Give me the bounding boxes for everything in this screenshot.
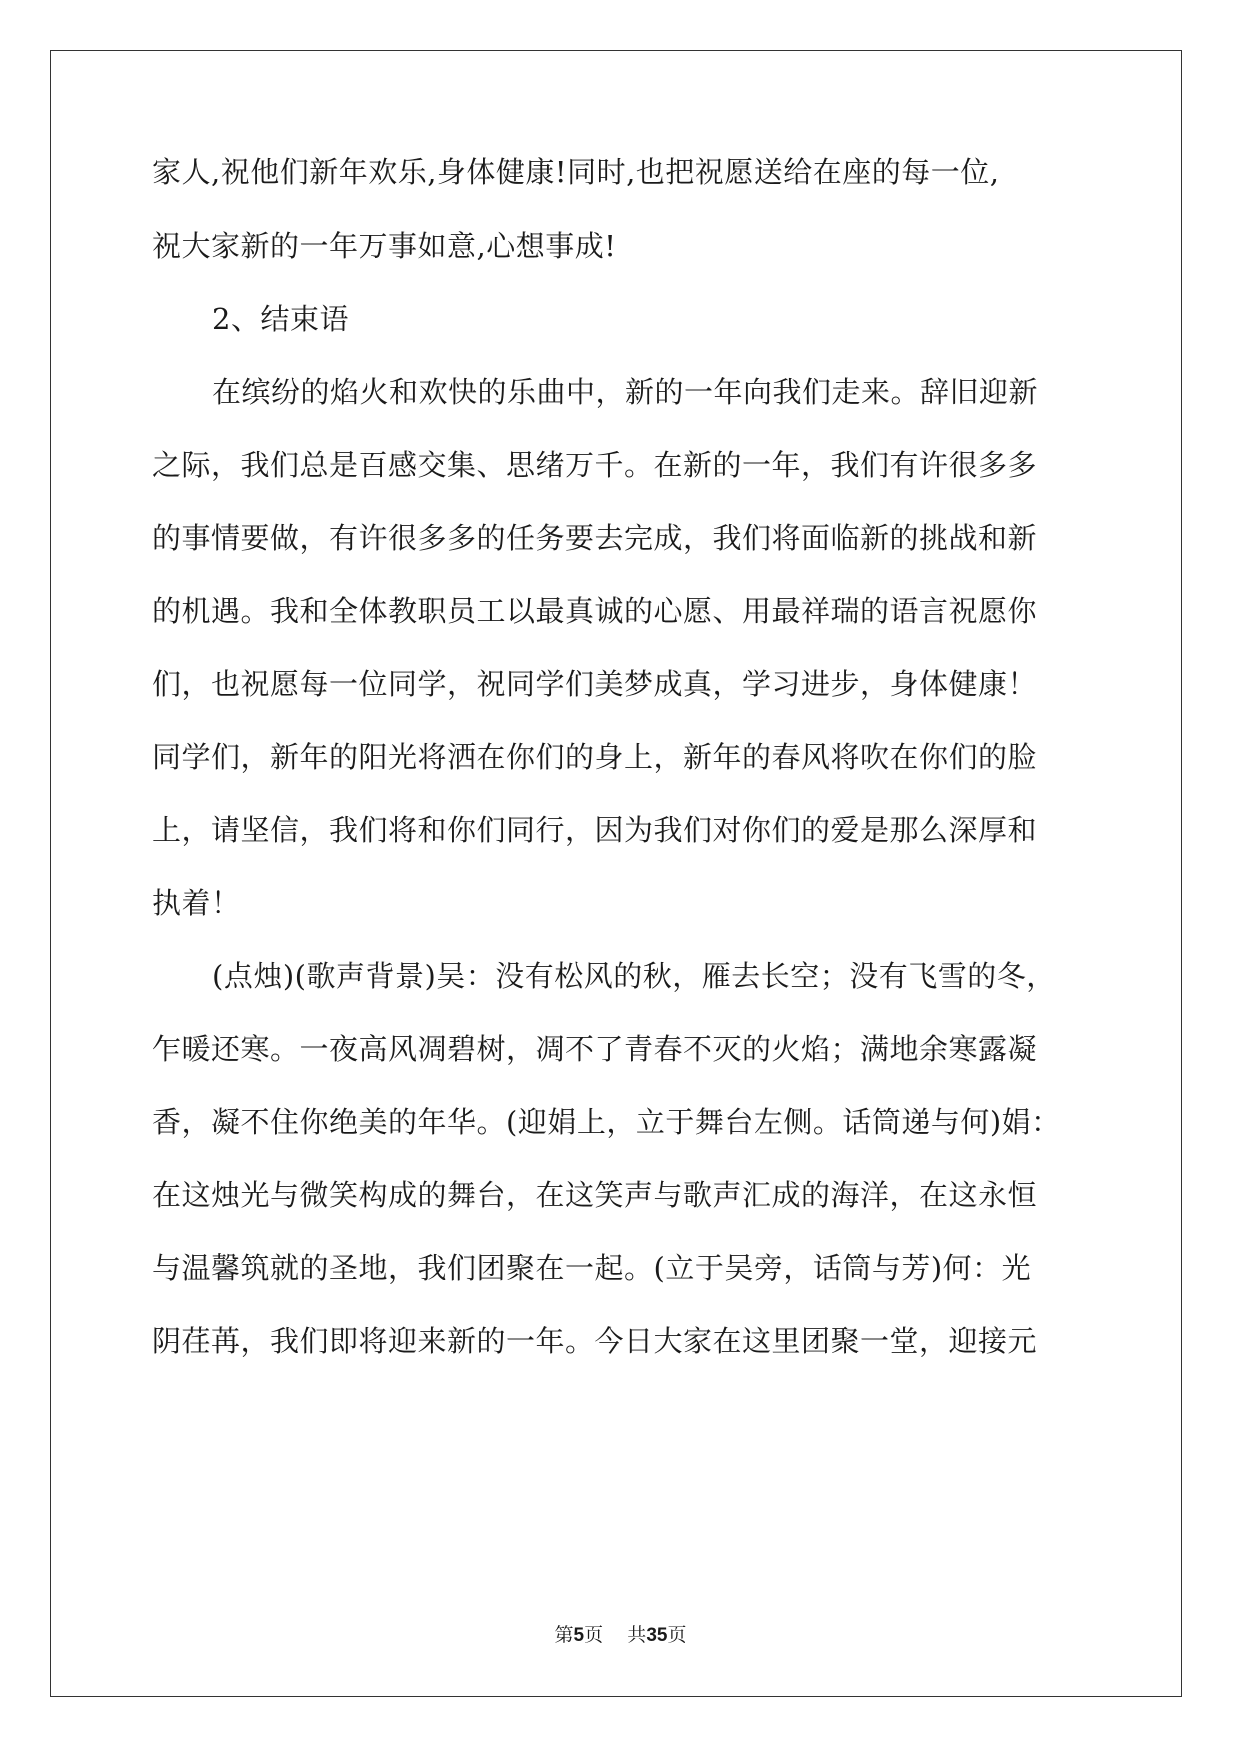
text-line: 执着！ <box>152 886 241 920</box>
footer-total-pages: 35 <box>646 1625 668 1646</box>
text-line: 的机遇。我和全体教职员工以最真诚的心愿、用最祥瑞的语言祝愿你 <box>152 594 1038 628</box>
footer-page-unit: 页 <box>584 1624 604 1646</box>
text-line: 同学们，新年的阳光将洒在你们的身上，新年的春风将吹在你们的脸 <box>152 740 1038 774</box>
text-line: 香，凝不住你绝美的年华。(迎娟上，立于舞台左侧。话筒递与何)娟： <box>152 1105 1061 1139</box>
text-line: 祝大家新的一年万事如意,心想事成! <box>152 229 617 263</box>
text-line: 上，请坚信，我们将和你们同行，因为我们对你们的爱是那么深厚和 <box>152 813 1038 847</box>
text-line: 乍暖还寒。一夜高风凋碧树，凋不了青春不灭的火焰；满地余寒露凝 <box>152 1032 1038 1066</box>
text-line: 之际，我们总是百感交集、思绪万千。在新的一年，我们有许很多多 <box>152 448 1038 482</box>
text-line: 与温馨筑就的圣地，我们团聚在一起。(立于吴旁，话筒与芳)何：光 <box>152 1251 1032 1285</box>
text-line: 家人,祝他们新年欢乐,身体健康!同时,也把祝愿送给在座的每一位, <box>152 155 1000 189</box>
text-line: 在缤纷的焰火和欢快的乐曲中，新的一年向我们走来。辞旧迎新 <box>212 375 1039 409</box>
footer-prefix: 第 <box>554 1624 574 1646</box>
page-border <box>50 50 1182 1697</box>
footer-page-number: 5 <box>573 1625 585 1646</box>
text-line: (点烛)(歌声背景)吴：没有松风的秋，雁去长空；没有飞雪的冬， <box>212 959 1056 993</box>
section-heading: 2、结束语 <box>212 302 349 336</box>
footer-total-unit: 页 <box>667 1624 687 1646</box>
text-line: 阴荏苒，我们即将迎来新的一年。今日大家在这里团聚一堂，迎接元 <box>152 1324 1038 1358</box>
text-line: 们，也祝愿每一位同学，祝同学们美梦成真，学习进步，身体健康！ <box>152 667 1038 701</box>
footer-total-prefix: 共 <box>627 1624 647 1646</box>
text-line: 在这烛光与微笑构成的舞台，在这笑声与歌声汇成的海洋，在这永恒 <box>152 1178 1038 1212</box>
text-line: 的事情要做，有许很多多的任务要去完成，我们将面临新的挑战和新 <box>152 521 1038 555</box>
page-footer <box>0 1620 1241 1647</box>
